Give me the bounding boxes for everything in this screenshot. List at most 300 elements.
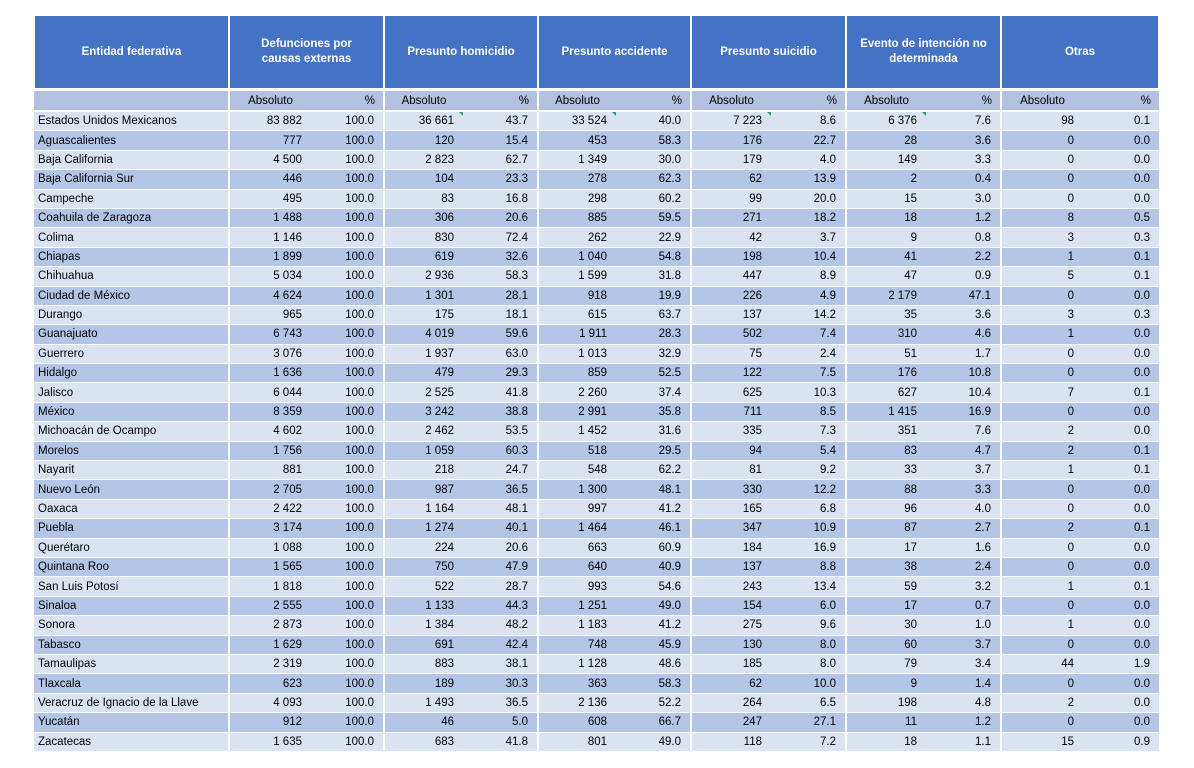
row-label[interactable]: Yucatán xyxy=(34,713,229,732)
cell-percent[interactable]: 100.0 xyxy=(311,247,384,266)
cell-percent[interactable]: 58.3 xyxy=(616,131,691,150)
cell-absolute[interactable]: 59 xyxy=(846,577,926,596)
cell-absolute[interactable]: 1 xyxy=(1001,325,1083,344)
cell-absolute[interactable]: 198 xyxy=(691,247,771,266)
cell-absolute[interactable]: 47 xyxy=(846,267,926,286)
cell-absolute[interactable]: 711 xyxy=(691,402,771,421)
cell-absolute[interactable]: 0 xyxy=(1001,674,1083,693)
cell-absolute[interactable]: 33 524 xyxy=(538,111,616,131)
cell-absolute[interactable]: 1 128 xyxy=(538,654,616,673)
cell-percent[interactable]: 3.3 xyxy=(926,480,1001,499)
cell-percent[interactable]: 100.0 xyxy=(311,150,384,169)
cell-percent[interactable]: 10.8 xyxy=(926,364,1001,383)
cell-percent[interactable]: 9.2 xyxy=(771,461,846,480)
cell-absolute[interactable]: 453 xyxy=(538,131,616,150)
cell-percent[interactable]: 8.0 xyxy=(771,635,846,654)
cell-absolute[interactable]: 41 xyxy=(846,247,926,266)
cell-absolute[interactable]: 149 xyxy=(846,150,926,169)
cell-percent[interactable]: 0.1 xyxy=(1083,441,1159,460)
cell-percent[interactable]: 60.9 xyxy=(616,538,691,557)
cell-absolute[interactable]: 0 xyxy=(1001,364,1083,383)
cell-percent[interactable]: 0.0 xyxy=(1083,693,1159,712)
cell-absolute[interactable]: 748 xyxy=(538,635,616,654)
cell-percent[interactable]: 18.1 xyxy=(463,305,538,324)
subheader-percent[interactable]: % xyxy=(1083,90,1159,112)
cell-absolute[interactable]: 2 555 xyxy=(229,596,311,615)
cell-percent[interactable]: 4.0 xyxy=(771,150,846,169)
cell-percent[interactable]: 100.0 xyxy=(311,402,384,421)
cell-percent[interactable]: 3.7 xyxy=(771,228,846,247)
cell-percent[interactable]: 58.3 xyxy=(616,674,691,693)
cell-percent[interactable]: 100.0 xyxy=(311,654,384,673)
cell-absolute[interactable]: 0 xyxy=(1001,170,1083,189)
cell-percent[interactable]: 9.6 xyxy=(771,616,846,635)
cell-percent[interactable]: 1.1 xyxy=(926,732,1001,751)
cell-absolute[interactable]: 98 xyxy=(1001,111,1083,131)
cell-absolute[interactable]: 918 xyxy=(538,286,616,305)
cell-percent[interactable]: 0.1 xyxy=(1083,247,1159,266)
cell-absolute[interactable]: 51 xyxy=(846,344,926,363)
cell-percent[interactable]: 29.3 xyxy=(463,364,538,383)
cell-absolute[interactable]: 912 xyxy=(229,713,311,732)
cell-absolute[interactable]: 30 xyxy=(846,616,926,635)
cell-percent[interactable]: 2.7 xyxy=(926,519,1001,538)
cell-absolute[interactable]: 96 xyxy=(846,499,926,518)
cell-percent[interactable]: 43.7 xyxy=(463,111,538,131)
cell-absolute[interactable]: 1 349 xyxy=(538,150,616,169)
cell-absolute[interactable]: 0 xyxy=(1001,538,1083,557)
row-label[interactable]: Sinaloa xyxy=(34,596,229,615)
subheader-percent[interactable]: % xyxy=(463,90,538,112)
cell-absolute[interactable]: 137 xyxy=(691,305,771,324)
cell-absolute[interactable]: 1 133 xyxy=(384,596,463,615)
cell-percent[interactable]: 72.4 xyxy=(463,228,538,247)
cell-absolute[interactable]: 46 xyxy=(384,713,463,732)
cell-percent[interactable]: 100.0 xyxy=(311,305,384,324)
cell-absolute[interactable]: 608 xyxy=(538,713,616,732)
cell-absolute[interactable]: 6 376 xyxy=(846,111,926,131)
cell-percent[interactable]: 2.2 xyxy=(926,247,1001,266)
cell-percent[interactable]: 0.8 xyxy=(926,228,1001,247)
cell-absolute[interactable]: 1 164 xyxy=(384,499,463,518)
cell-percent[interactable]: 40.0 xyxy=(616,111,691,131)
cell-absolute[interactable]: 627 xyxy=(846,383,926,402)
cell-absolute[interactable]: 83 882 xyxy=(229,111,311,131)
cell-absolute[interactable]: 0 xyxy=(1001,402,1083,421)
cell-absolute[interactable]: 2 823 xyxy=(384,150,463,169)
column-group-header-4[interactable]: Presunto suicidio xyxy=(691,15,846,90)
cell-percent[interactable]: 28.3 xyxy=(616,325,691,344)
cell-percent[interactable]: 100.0 xyxy=(311,461,384,480)
cell-percent[interactable]: 0.0 xyxy=(1083,150,1159,169)
cell-absolute[interactable]: 0 xyxy=(1001,557,1083,576)
cell-absolute[interactable]: 1 013 xyxy=(538,344,616,363)
cell-absolute[interactable]: 226 xyxy=(691,286,771,305)
cell-absolute[interactable]: 2 xyxy=(1001,422,1083,441)
cell-percent[interactable]: 49.0 xyxy=(616,596,691,615)
row-label[interactable]: Michoacán de Ocampo xyxy=(34,422,229,441)
cell-absolute[interactable]: 2 319 xyxy=(229,654,311,673)
cell-absolute[interactable]: 271 xyxy=(691,208,771,227)
cell-absolute[interactable]: 88 xyxy=(846,480,926,499)
cell-percent[interactable]: 47.1 xyxy=(926,286,1001,305)
cell-absolute[interactable]: 7 223 xyxy=(691,111,771,131)
cell-absolute[interactable]: 262 xyxy=(538,228,616,247)
cell-percent[interactable]: 48.1 xyxy=(463,499,538,518)
cell-absolute[interactable]: 0 xyxy=(1001,286,1083,305)
cell-percent[interactable]: 20.6 xyxy=(463,208,538,227)
cell-absolute[interactable]: 447 xyxy=(691,267,771,286)
cell-percent[interactable]: 100.0 xyxy=(311,732,384,751)
row-label[interactable]: Jalisco xyxy=(34,383,229,402)
cell-absolute[interactable]: 130 xyxy=(691,635,771,654)
row-label[interactable]: San Luis Potosí xyxy=(34,577,229,596)
cell-absolute[interactable]: 83 xyxy=(846,441,926,460)
row-label[interactable]: Chiapas xyxy=(34,247,229,266)
cell-percent[interactable]: 45.9 xyxy=(616,635,691,654)
cell-percent[interactable]: 0.7 xyxy=(926,596,1001,615)
cell-percent[interactable]: 0.5 xyxy=(1083,208,1159,227)
cell-percent[interactable]: 100.0 xyxy=(311,267,384,286)
cell-percent[interactable]: 62.2 xyxy=(616,461,691,480)
cell-absolute[interactable]: 993 xyxy=(538,577,616,596)
cell-percent[interactable]: 4.7 xyxy=(926,441,1001,460)
row-label[interactable]: Chihuahua xyxy=(34,267,229,286)
column-group-header-3[interactable]: Presunto accidente xyxy=(538,15,691,90)
cell-percent[interactable]: 0.1 xyxy=(1083,383,1159,402)
cell-absolute[interactable]: 9 xyxy=(846,674,926,693)
cell-absolute[interactable]: 278 xyxy=(538,170,616,189)
cell-absolute[interactable]: 625 xyxy=(691,383,771,402)
cell-absolute[interactable]: 859 xyxy=(538,364,616,383)
cell-percent[interactable]: 52.5 xyxy=(616,364,691,383)
cell-percent[interactable]: 100.0 xyxy=(311,228,384,247)
row-label[interactable]: Sonora xyxy=(34,616,229,635)
cell-percent[interactable]: 1.2 xyxy=(926,208,1001,227)
cell-percent[interactable]: 6.5 xyxy=(771,693,846,712)
cell-percent[interactable]: 0.0 xyxy=(1083,170,1159,189)
cell-absolute[interactable]: 2 462 xyxy=(384,422,463,441)
cell-percent[interactable]: 0.0 xyxy=(1083,635,1159,654)
cell-percent[interactable]: 10.0 xyxy=(771,674,846,693)
cell-percent[interactable]: 10.4 xyxy=(926,383,1001,402)
subheader-percent[interactable]: % xyxy=(616,90,691,112)
cell-percent[interactable]: 23.3 xyxy=(463,170,538,189)
cell-absolute[interactable]: 4 093 xyxy=(229,693,311,712)
cell-absolute[interactable]: 446 xyxy=(229,170,311,189)
cell-percent[interactable]: 100.0 xyxy=(311,519,384,538)
cell-absolute[interactable]: 264 xyxy=(691,693,771,712)
cell-absolute[interactable]: 247 xyxy=(691,713,771,732)
cell-absolute[interactable]: 830 xyxy=(384,228,463,247)
cell-percent[interactable]: 31.8 xyxy=(616,267,691,286)
cell-percent[interactable]: 10.3 xyxy=(771,383,846,402)
cell-absolute[interactable]: 691 xyxy=(384,635,463,654)
cell-percent[interactable]: 46.1 xyxy=(616,519,691,538)
cell-percent[interactable]: 1.9 xyxy=(1083,654,1159,673)
cell-absolute[interactable]: 1 300 xyxy=(538,480,616,499)
row-label[interactable]: Guanajuato xyxy=(34,325,229,344)
cell-percent[interactable]: 8.8 xyxy=(771,557,846,576)
cell-absolute[interactable]: 79 xyxy=(846,654,926,673)
row-label[interactable]: Querétaro xyxy=(34,538,229,557)
cell-absolute[interactable]: 6 044 xyxy=(229,383,311,402)
subheader-blank-cell[interactable] xyxy=(34,90,229,112)
cell-percent[interactable]: 6.8 xyxy=(771,499,846,518)
cell-percent[interactable]: 3.7 xyxy=(926,635,1001,654)
cell-percent[interactable]: 0.1 xyxy=(1083,461,1159,480)
cell-percent[interactable]: 16.8 xyxy=(463,189,538,208)
cell-percent[interactable]: 0.1 xyxy=(1083,577,1159,596)
cell-percent[interactable]: 0.0 xyxy=(1083,499,1159,518)
cell-percent[interactable]: 15.4 xyxy=(463,131,538,150)
cell-absolute[interactable]: 522 xyxy=(384,577,463,596)
cell-absolute[interactable]: 2 xyxy=(1001,441,1083,460)
cell-percent[interactable]: 27.1 xyxy=(771,713,846,732)
cell-percent[interactable]: 2.4 xyxy=(771,344,846,363)
cell-percent[interactable]: 0.0 xyxy=(1083,596,1159,615)
cell-absolute[interactable]: 663 xyxy=(538,538,616,557)
cell-percent[interactable]: 100.0 xyxy=(311,693,384,712)
cell-absolute[interactable]: 275 xyxy=(691,616,771,635)
cell-percent[interactable]: 100.0 xyxy=(311,325,384,344)
cell-percent[interactable]: 40.9 xyxy=(616,557,691,576)
cell-absolute[interactable]: 1 899 xyxy=(229,247,311,266)
cell-absolute[interactable]: 1 493 xyxy=(384,693,463,712)
cell-absolute[interactable]: 1 088 xyxy=(229,538,311,557)
cell-absolute[interactable]: 0 xyxy=(1001,189,1083,208)
cell-percent[interactable]: 37.4 xyxy=(616,383,691,402)
row-label[interactable]: Aguascalientes xyxy=(34,131,229,150)
cell-absolute[interactable]: 615 xyxy=(538,305,616,324)
cell-percent[interactable]: 100.0 xyxy=(311,441,384,460)
entity-column-header[interactable]: Entidad federativa xyxy=(34,15,229,90)
cell-absolute[interactable]: 118 xyxy=(691,732,771,751)
cell-absolute[interactable]: 8 xyxy=(1001,208,1083,227)
cell-absolute[interactable]: 4 602 xyxy=(229,422,311,441)
cell-absolute[interactable]: 1 937 xyxy=(384,344,463,363)
cell-percent[interactable]: 1.2 xyxy=(926,713,1001,732)
cell-percent[interactable]: 0.0 xyxy=(1083,344,1159,363)
cell-percent[interactable]: 19.9 xyxy=(616,286,691,305)
cell-absolute[interactable]: 2 936 xyxy=(384,267,463,286)
row-label[interactable]: Baja California Sur xyxy=(34,170,229,189)
cell-absolute[interactable]: 495 xyxy=(229,189,311,208)
cell-percent[interactable]: 3.7 xyxy=(926,461,1001,480)
cell-percent[interactable]: 12.2 xyxy=(771,480,846,499)
subheader-absolute[interactable]: Absoluto xyxy=(384,90,463,112)
cell-percent[interactable]: 60.3 xyxy=(463,441,538,460)
cell-percent[interactable]: 13.4 xyxy=(771,577,846,596)
cell-absolute[interactable]: 7 xyxy=(1001,383,1083,402)
cell-percent[interactable]: 100.0 xyxy=(311,635,384,654)
cell-percent[interactable]: 1.7 xyxy=(926,344,1001,363)
cell-absolute[interactable]: 1 464 xyxy=(538,519,616,538)
cell-absolute[interactable]: 1 635 xyxy=(229,732,311,751)
cell-absolute[interactable]: 243 xyxy=(691,577,771,596)
row-label[interactable]: Oaxaca xyxy=(34,499,229,518)
cell-percent[interactable]: 0.0 xyxy=(1083,674,1159,693)
cell-absolute[interactable]: 502 xyxy=(691,325,771,344)
cell-absolute[interactable]: 184 xyxy=(691,538,771,557)
cell-percent[interactable]: 0.0 xyxy=(1083,616,1159,635)
cell-absolute[interactable]: 351 xyxy=(846,422,926,441)
cell-percent[interactable]: 0.0 xyxy=(1083,325,1159,344)
cell-absolute[interactable]: 310 xyxy=(846,325,926,344)
cell-absolute[interactable]: 1 xyxy=(1001,461,1083,480)
column-group-header-6[interactable]: Otras xyxy=(1001,15,1159,90)
cell-absolute[interactable]: 36 661 xyxy=(384,111,463,131)
cell-absolute[interactable]: 15 xyxy=(1001,732,1083,751)
cell-absolute[interactable]: 2 xyxy=(846,170,926,189)
cell-percent[interactable]: 0.0 xyxy=(1083,189,1159,208)
cell-percent[interactable]: 0.0 xyxy=(1083,538,1159,557)
subheader-percent[interactable]: % xyxy=(771,90,846,112)
cell-absolute[interactable]: 62 xyxy=(691,170,771,189)
cell-absolute[interactable]: 0 xyxy=(1001,344,1083,363)
cell-absolute[interactable]: 165 xyxy=(691,499,771,518)
cell-percent[interactable]: 63.0 xyxy=(463,344,538,363)
cell-absolute[interactable]: 75 xyxy=(691,344,771,363)
cell-absolute[interactable]: 17 xyxy=(846,538,926,557)
cell-absolute[interactable]: 28 xyxy=(846,131,926,150)
row-label[interactable]: Tamaulipas xyxy=(34,654,229,673)
row-label[interactable]: Tabasco xyxy=(34,635,229,654)
row-label[interactable]: Durango xyxy=(34,305,229,324)
cell-absolute[interactable]: 801 xyxy=(538,732,616,751)
cell-percent[interactable]: 2.4 xyxy=(926,557,1001,576)
row-label[interactable]: Zacatecas xyxy=(34,732,229,751)
cell-percent[interactable]: 32.9 xyxy=(616,344,691,363)
cell-absolute[interactable]: 2 422 xyxy=(229,499,311,518)
cell-percent[interactable]: 16.9 xyxy=(771,538,846,557)
cell-absolute[interactable]: 640 xyxy=(538,557,616,576)
cell-absolute[interactable]: 987 xyxy=(384,480,463,499)
cell-absolute[interactable]: 3 xyxy=(1001,228,1083,247)
cell-percent[interactable]: 36.5 xyxy=(463,693,538,712)
cell-absolute[interactable]: 1 565 xyxy=(229,557,311,576)
subheader-absolute[interactable]: Absoluto xyxy=(229,90,311,112)
cell-percent[interactable]: 100.0 xyxy=(311,596,384,615)
cell-absolute[interactable]: 8 359 xyxy=(229,402,311,421)
cell-absolute[interactable]: 0 xyxy=(1001,713,1083,732)
cell-percent[interactable]: 29.5 xyxy=(616,441,691,460)
cell-absolute[interactable]: 4 500 xyxy=(229,150,311,169)
cell-percent[interactable]: 48.1 xyxy=(616,480,691,499)
cell-absolute[interactable]: 3 174 xyxy=(229,519,311,538)
cell-percent[interactable]: 100.0 xyxy=(311,189,384,208)
cell-percent[interactable]: 20.0 xyxy=(771,189,846,208)
cell-absolute[interactable]: 2 xyxy=(1001,519,1083,538)
cell-absolute[interactable]: 35 xyxy=(846,305,926,324)
cell-percent[interactable]: 40.1 xyxy=(463,519,538,538)
cell-absolute[interactable]: 87 xyxy=(846,519,926,538)
cell-percent[interactable]: 0.0 xyxy=(1083,422,1159,441)
cell-absolute[interactable]: 6 743 xyxy=(229,325,311,344)
cell-percent[interactable]: 8.0 xyxy=(771,654,846,673)
cell-percent[interactable]: 0.1 xyxy=(1083,111,1159,131)
cell-absolute[interactable]: 2 525 xyxy=(384,383,463,402)
cell-percent[interactable]: 3.0 xyxy=(926,189,1001,208)
cell-percent[interactable]: 36.5 xyxy=(463,480,538,499)
cell-percent[interactable]: 62.3 xyxy=(616,170,691,189)
cell-absolute[interactable]: 623 xyxy=(229,674,311,693)
cell-absolute[interactable]: 1 384 xyxy=(384,616,463,635)
cell-percent[interactable]: 62.7 xyxy=(463,150,538,169)
cell-absolute[interactable]: 0 xyxy=(1001,131,1083,150)
row-label[interactable]: Ciudad de México xyxy=(34,286,229,305)
cell-absolute[interactable]: 189 xyxy=(384,674,463,693)
cell-percent[interactable]: 8.6 xyxy=(771,111,846,131)
subheader-absolute[interactable]: Absoluto xyxy=(691,90,771,112)
cell-absolute[interactable]: 1 599 xyxy=(538,267,616,286)
cell-percent[interactable]: 10.4 xyxy=(771,247,846,266)
cell-absolute[interactable]: 1 183 xyxy=(538,616,616,635)
cell-percent[interactable]: 3.3 xyxy=(926,150,1001,169)
cell-percent[interactable]: 18.2 xyxy=(771,208,846,227)
subheader-percent[interactable]: % xyxy=(926,90,1001,112)
row-label[interactable]: Nuevo León xyxy=(34,480,229,499)
cell-percent[interactable]: 0.1 xyxy=(1083,519,1159,538)
cell-absolute[interactable]: 330 xyxy=(691,480,771,499)
cell-percent[interactable]: 0.1 xyxy=(1083,267,1159,286)
cell-absolute[interactable]: 885 xyxy=(538,208,616,227)
cell-percent[interactable]: 58.3 xyxy=(463,267,538,286)
cell-percent[interactable]: 100.0 xyxy=(311,577,384,596)
cell-absolute[interactable]: 17 xyxy=(846,596,926,615)
cell-percent[interactable]: 47.9 xyxy=(463,557,538,576)
cell-percent[interactable]: 0.9 xyxy=(926,267,1001,286)
cell-percent[interactable]: 66.7 xyxy=(616,713,691,732)
cell-absolute[interactable]: 0 xyxy=(1001,499,1083,518)
cell-absolute[interactable]: 2 991 xyxy=(538,402,616,421)
row-label[interactable]: Nayarit xyxy=(34,461,229,480)
cell-percent[interactable]: 100.0 xyxy=(311,383,384,402)
cell-absolute[interactable]: 3 xyxy=(1001,305,1083,324)
cell-absolute[interactable]: 2 136 xyxy=(538,693,616,712)
cell-absolute[interactable]: 2 705 xyxy=(229,480,311,499)
cell-percent[interactable]: 100.0 xyxy=(311,499,384,518)
cell-percent[interactable]: 100.0 xyxy=(311,422,384,441)
cell-absolute[interactable]: 175 xyxy=(384,305,463,324)
cell-percent[interactable]: 0.0 xyxy=(1083,713,1159,732)
cell-percent[interactable]: 100.0 xyxy=(311,480,384,499)
cell-percent[interactable]: 1.4 xyxy=(926,674,1001,693)
cell-percent[interactable]: 0.3 xyxy=(1083,305,1159,324)
cell-absolute[interactable]: 99 xyxy=(691,189,771,208)
cell-percent[interactable]: 32.6 xyxy=(463,247,538,266)
cell-absolute[interactable]: 1 274 xyxy=(384,519,463,538)
cell-absolute[interactable]: 42 xyxy=(691,228,771,247)
row-label[interactable]: Coahuila de Zaragoza xyxy=(34,208,229,227)
cell-absolute[interactable]: 548 xyxy=(538,461,616,480)
cell-percent[interactable]: 0.0 xyxy=(1083,557,1159,576)
cell-absolute[interactable]: 1 415 xyxy=(846,402,926,421)
cell-percent[interactable]: 41.2 xyxy=(616,616,691,635)
cell-absolute[interactable]: 122 xyxy=(691,364,771,383)
cell-absolute[interactable]: 619 xyxy=(384,247,463,266)
cell-percent[interactable]: 6.0 xyxy=(771,596,846,615)
cell-percent[interactable]: 52.2 xyxy=(616,693,691,712)
cell-percent[interactable]: 0.0 xyxy=(1083,131,1159,150)
cell-percent[interactable]: 0.3 xyxy=(1083,228,1159,247)
cell-absolute[interactable]: 0 xyxy=(1001,150,1083,169)
cell-percent[interactable]: 41.2 xyxy=(616,499,691,518)
cell-absolute[interactable]: 3 242 xyxy=(384,402,463,421)
cell-absolute[interactable]: 965 xyxy=(229,305,311,324)
column-group-header-2[interactable]: Presunto homicidio xyxy=(384,15,538,90)
cell-absolute[interactable]: 881 xyxy=(229,461,311,480)
